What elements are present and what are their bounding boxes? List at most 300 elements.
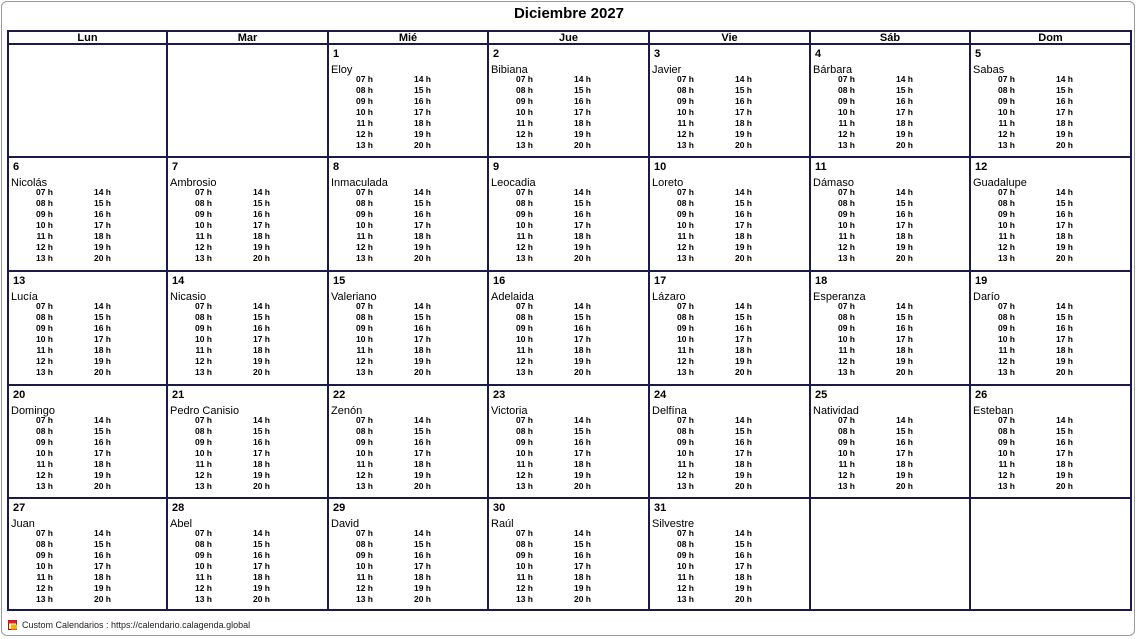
saint-name: Zenón — [331, 405, 363, 417]
day-cell[interactable] — [650, 272, 811, 386]
hour-label: 20 h — [413, 253, 431, 263]
hour-label: 09 h — [515, 437, 533, 447]
hour-label: 14 h — [413, 301, 431, 311]
hour-label: 08 h — [515, 539, 533, 549]
hour-column — [186, 301, 212, 378]
hour-label: 07 h — [997, 187, 1015, 197]
day-cell[interactable] — [329, 272, 489, 386]
hour-label: 18 h — [734, 231, 752, 241]
hour-label: 19 h — [573, 583, 591, 593]
hour-label: 08 h — [355, 85, 373, 95]
day-cell[interactable] — [650, 45, 811, 158]
hour-label: 12 h — [676, 356, 694, 366]
hour-label: 07 h — [997, 415, 1015, 425]
hour-label: 13 h — [676, 253, 694, 263]
hour-label: 15 h — [93, 312, 111, 322]
hour-label: 10 h — [35, 448, 53, 458]
hour-label: 11 h — [356, 118, 373, 128]
day-cell[interactable] — [489, 386, 650, 499]
hour-column — [27, 528, 53, 605]
day-number: 23 — [493, 389, 506, 401]
hour-label: 14 h — [734, 301, 752, 311]
hour-label: 18 h — [734, 459, 752, 469]
hour-label: 12 h — [355, 356, 373, 366]
hour-label: 12 h — [515, 242, 533, 252]
hour-label: 11 h — [516, 572, 533, 582]
day-cell[interactable] — [811, 45, 971, 158]
hour-label: 12 h — [837, 129, 855, 139]
day-cell[interactable] — [811, 386, 971, 499]
hour-label: 15 h — [252, 539, 270, 549]
saint-name: Silvestre — [652, 518, 695, 530]
saint-name: Leocadia — [491, 177, 536, 189]
hour-label: 10 h — [355, 107, 373, 117]
day-cell[interactable] — [7, 272, 168, 386]
hour-label: 17 h — [1055, 220, 1073, 230]
hour-label: 16 h — [413, 550, 431, 560]
day-cell[interactable] — [168, 386, 329, 499]
hour-label: 16 h — [573, 96, 591, 106]
day-number: 31 — [654, 502, 667, 514]
hour-label: 12 h — [355, 242, 373, 252]
hour-label: 11 h — [677, 459, 694, 469]
hour-label: 08 h — [355, 198, 373, 208]
hour-label: 15 h — [413, 539, 431, 549]
saint-name: Bibiana — [491, 64, 528, 76]
hour-label: 14 h — [252, 528, 270, 538]
hour-label: 14 h — [895, 301, 913, 311]
hour-label: 11 h — [356, 572, 373, 582]
day-cell[interactable] — [168, 272, 329, 386]
hour-label: 13 h — [35, 367, 53, 377]
hour-label: 09 h — [194, 209, 212, 219]
hour-label: 14 h — [252, 415, 270, 425]
day-cell[interactable] — [650, 499, 811, 611]
day-number: 1 — [333, 48, 340, 60]
hour-label: 20 h — [252, 253, 270, 263]
hour-label: 10 h — [676, 561, 694, 571]
hour-label: 18 h — [573, 572, 591, 582]
hour-column — [565, 415, 591, 492]
hour-label: 08 h — [515, 198, 533, 208]
hour-label: 20 h — [413, 594, 431, 604]
footer-text[interactable]: Custom Calendarios : https://calendario.calagenda.global — [22, 619, 251, 630]
hour-label: 07 h — [194, 187, 212, 197]
saint-name: Bárbara — [813, 64, 853, 76]
hour-label: 13 h — [355, 481, 373, 491]
hour-label: 13 h — [515, 367, 533, 377]
hour-label: 18 h — [734, 345, 752, 355]
hour-label: 15 h — [413, 85, 431, 95]
hour-label: 19 h — [734, 356, 752, 366]
hour-label: 11 h — [356, 459, 373, 469]
hour-label: 13 h — [355, 140, 373, 150]
hour-label: 07 h — [515, 415, 533, 425]
hour-label: 12 h — [837, 470, 855, 480]
hour-column — [887, 74, 913, 151]
hour-column — [347, 187, 373, 264]
hour-column — [244, 187, 270, 264]
hour-label: 17 h — [413, 107, 431, 117]
day-cell[interactable] — [971, 45, 1132, 158]
hour-label: 09 h — [355, 437, 373, 447]
hour-column — [85, 187, 111, 264]
hour-label: 19 h — [413, 470, 431, 480]
day-cell[interactable] — [971, 272, 1132, 386]
hour-column — [405, 301, 431, 378]
hour-column — [726, 415, 752, 492]
hour-label: 13 h — [997, 481, 1015, 491]
saint-name: Victoria — [491, 405, 528, 417]
day-cell[interactable] — [329, 45, 489, 158]
day-cell[interactable] — [650, 386, 811, 499]
hour-column — [726, 301, 752, 378]
hour-label: 20 h — [252, 367, 270, 377]
hour-label: 13 h — [837, 367, 855, 377]
hour-label: 19 h — [1055, 356, 1073, 366]
hour-label: 14 h — [734, 187, 752, 197]
hour-label: 20 h — [1055, 367, 1073, 377]
hour-label: 12 h — [515, 356, 533, 366]
hour-label: 09 h — [676, 209, 694, 219]
hour-label: 10 h — [997, 448, 1015, 458]
hour-label: 09 h — [997, 323, 1015, 333]
hour-label: 15 h — [413, 312, 431, 322]
hour-label: 11 h — [516, 345, 533, 355]
hour-label: 13 h — [837, 253, 855, 263]
day-cell[interactable] — [7, 158, 168, 272]
hour-label: 10 h — [355, 220, 373, 230]
hour-label: 14 h — [734, 74, 752, 84]
hour-column — [347, 74, 373, 151]
hour-column — [186, 415, 212, 492]
hour-label: 15 h — [413, 426, 431, 436]
hour-label: 16 h — [573, 323, 591, 333]
hour-label: 20 h — [573, 253, 591, 263]
day-cell[interactable] — [168, 158, 329, 272]
day-cell[interactable] — [168, 499, 329, 611]
hour-column — [405, 74, 431, 151]
hour-column — [1047, 415, 1073, 492]
hour-label: 14 h — [573, 301, 591, 311]
day-cell[interactable] — [329, 158, 489, 272]
hour-label: 11 h — [195, 231, 212, 241]
hour-label: 07 h — [676, 528, 694, 538]
hour-label: 17 h — [734, 561, 752, 571]
saint-name: Pedro Canisio — [170, 405, 240, 417]
hour-label: 15 h — [413, 198, 431, 208]
hour-label: 17 h — [734, 220, 752, 230]
hour-label: 18 h — [93, 231, 111, 241]
hour-label: 18 h — [895, 345, 913, 355]
saint-name: Javier — [652, 64, 682, 76]
hour-column — [726, 528, 752, 605]
hour-label: 16 h — [895, 437, 913, 447]
hour-label: 11 h — [516, 118, 533, 128]
hour-label: 16 h — [734, 323, 752, 333]
hour-label: 10 h — [837, 448, 855, 458]
hour-label: 08 h — [676, 198, 694, 208]
hour-label: 17 h — [252, 448, 270, 458]
day-number: 26 — [975, 389, 988, 401]
hour-label: 18 h — [573, 345, 591, 355]
hour-label: 09 h — [676, 437, 694, 447]
hour-label: 13 h — [355, 367, 373, 377]
hour-label: 11 h — [677, 118, 694, 128]
hour-label: 16 h — [573, 437, 591, 447]
hour-label: 18 h — [413, 231, 431, 241]
hour-label: 10 h — [676, 220, 694, 230]
hour-label: 19 h — [895, 242, 913, 252]
hour-label: 08 h — [837, 198, 855, 208]
hour-label: 11 h — [195, 345, 212, 355]
hour-label: 17 h — [734, 448, 752, 458]
calendar-logo-icon — [8, 619, 18, 630]
day-number: 10 — [654, 161, 667, 173]
hour-label: 19 h — [734, 129, 752, 139]
hour-label: 07 h — [837, 415, 855, 425]
hour-label: 15 h — [573, 198, 591, 208]
hour-label: 20 h — [1055, 481, 1073, 491]
hour-column — [668, 301, 694, 378]
day-number: 18 — [815, 275, 828, 287]
day-cell[interactable] — [7, 499, 168, 611]
hour-label: 11 h — [998, 345, 1015, 355]
hour-label: 10 h — [515, 561, 533, 571]
hour-label: 10 h — [35, 334, 53, 344]
day-number: 13 — [13, 275, 26, 287]
hour-label: 14 h — [1055, 301, 1073, 311]
hour-label: 18 h — [252, 231, 270, 241]
hour-label: 14 h — [1055, 415, 1073, 425]
hour-column — [668, 187, 694, 264]
hour-label: 08 h — [35, 198, 53, 208]
hour-column — [668, 415, 694, 492]
hour-label: 16 h — [413, 437, 431, 447]
day-number: 14 — [172, 275, 185, 287]
hour-label: 17 h — [93, 561, 111, 571]
hour-label: 12 h — [997, 356, 1015, 366]
weekday-header: Lun — [7, 30, 168, 45]
hour-label: 11 h — [677, 231, 694, 241]
hour-label: 16 h — [734, 209, 752, 219]
hour-label: 13 h — [837, 481, 855, 491]
hour-column — [507, 301, 533, 378]
hour-label: 16 h — [895, 209, 913, 219]
hour-label: 09 h — [515, 96, 533, 106]
hour-label: 15 h — [252, 312, 270, 322]
hour-label: 08 h — [676, 85, 694, 95]
saint-name: Nicasio — [170, 291, 207, 303]
day-cell[interactable] — [971, 158, 1132, 272]
day-cell[interactable] — [7, 386, 168, 499]
hour-label: 12 h — [997, 242, 1015, 252]
hour-label: 12 h — [515, 583, 533, 593]
day-number: 24 — [654, 389, 667, 401]
day-cell[interactable] — [971, 386, 1132, 499]
saint-name: Nicolás — [11, 177, 48, 189]
hour-label: 15 h — [734, 539, 752, 549]
hour-label: 16 h — [1055, 96, 1073, 106]
day-number: 15 — [333, 275, 346, 287]
hour-label: 18 h — [1055, 118, 1073, 128]
day-number: 12 — [975, 161, 988, 173]
hour-column — [565, 528, 591, 605]
hour-label: 14 h — [252, 301, 270, 311]
day-cell[interactable] — [811, 272, 971, 386]
hour-label: 08 h — [35, 539, 53, 549]
hour-label: 18 h — [1055, 231, 1073, 241]
hour-label: 07 h — [355, 187, 373, 197]
hour-label: 17 h — [413, 448, 431, 458]
hour-label: 11 h — [838, 118, 855, 128]
weekday-header: Mié — [329, 30, 489, 45]
hour-label: 14 h — [1055, 187, 1073, 197]
weekday-header: Dom — [971, 30, 1132, 45]
empty-day-cell — [168, 45, 329, 158]
hour-column — [668, 74, 694, 151]
hour-label: 10 h — [997, 334, 1015, 344]
hour-label: 16 h — [252, 550, 270, 560]
hour-label: 15 h — [573, 85, 591, 95]
saint-name: Lázaro — [652, 291, 686, 303]
saint-name: David — [331, 518, 360, 530]
hour-label: 15 h — [1055, 426, 1073, 436]
hour-label: 19 h — [573, 129, 591, 139]
hour-label: 17 h — [413, 334, 431, 344]
hour-label: 09 h — [515, 209, 533, 219]
hour-label: 20 h — [573, 140, 591, 150]
day-number: 5 — [975, 48, 982, 60]
day-number: 20 — [13, 389, 26, 401]
hour-label: 16 h — [734, 550, 752, 560]
hour-label: 14 h — [573, 528, 591, 538]
hour-label: 12 h — [837, 242, 855, 252]
hour-label: 16 h — [93, 209, 111, 219]
hour-label: 09 h — [35, 437, 53, 447]
hour-label: 18 h — [413, 118, 431, 128]
day-cell[interactable] — [650, 158, 811, 272]
hour-label: 07 h — [355, 301, 373, 311]
hour-label: 12 h — [676, 129, 694, 139]
hour-label: 13 h — [515, 481, 533, 491]
hour-label: 09 h — [35, 209, 53, 219]
hour-label: 17 h — [93, 448, 111, 458]
hour-label: 09 h — [515, 323, 533, 333]
hour-label: 19 h — [252, 583, 270, 593]
hour-label: 19 h — [93, 583, 111, 593]
hour-label: 14 h — [573, 415, 591, 425]
saint-name: Domingo — [11, 405, 56, 417]
hour-label: 18 h — [573, 231, 591, 241]
day-number: 11 — [815, 161, 827, 173]
hour-label: 08 h — [194, 312, 212, 322]
hour-column — [829, 74, 855, 151]
hour-label: 07 h — [837, 301, 855, 311]
hour-label: 12 h — [676, 242, 694, 252]
hour-label: 19 h — [413, 356, 431, 366]
hour-label: 20 h — [895, 481, 913, 491]
day-cell[interactable] — [489, 158, 650, 272]
hour-label: 07 h — [997, 74, 1015, 84]
day-cell[interactable] — [489, 272, 650, 386]
hour-label: 15 h — [252, 426, 270, 436]
hour-label: 07 h — [35, 528, 53, 538]
hour-label: 14 h — [93, 187, 111, 197]
day-cell[interactable] — [329, 386, 489, 499]
hour-column — [565, 187, 591, 264]
day-cell[interactable] — [811, 158, 971, 272]
hour-label: 09 h — [35, 550, 53, 560]
hour-label: 19 h — [252, 470, 270, 480]
saint-name: Eloy — [331, 64, 353, 76]
hour-label: 11 h — [998, 459, 1015, 469]
day-number: 9 — [493, 161, 500, 173]
hour-label: 16 h — [734, 437, 752, 447]
saint-name: Natividad — [813, 405, 859, 417]
hour-label: 16 h — [1055, 209, 1073, 219]
hour-label: 08 h — [515, 426, 533, 436]
hour-label: 20 h — [413, 140, 431, 150]
day-cell[interactable] — [489, 499, 650, 611]
day-cell[interactable] — [489, 45, 650, 158]
hour-label: 15 h — [1055, 85, 1073, 95]
hour-label: 17 h — [1055, 448, 1073, 458]
hour-label: 09 h — [355, 323, 373, 333]
hour-column — [565, 301, 591, 378]
hour-label: 15 h — [1055, 198, 1073, 208]
hour-label: 09 h — [676, 96, 694, 106]
saint-name: Raúl — [491, 518, 514, 530]
hour-label: 15 h — [93, 198, 111, 208]
hour-label: 16 h — [93, 323, 111, 333]
hour-label: 19 h — [573, 242, 591, 252]
hour-label: 19 h — [1055, 470, 1073, 480]
hour-label: 09 h — [997, 209, 1015, 219]
hour-label: 17 h — [93, 220, 111, 230]
hour-label: 18 h — [895, 118, 913, 128]
day-cell[interactable] — [329, 499, 489, 611]
hour-label: 18 h — [895, 459, 913, 469]
hour-label: 19 h — [1055, 129, 1073, 139]
hour-label: 17 h — [895, 220, 913, 230]
hour-label: 18 h — [895, 231, 913, 241]
hour-label: 08 h — [997, 426, 1015, 436]
hour-column — [989, 187, 1015, 264]
hour-label: 11 h — [36, 459, 53, 469]
hour-column — [565, 74, 591, 151]
hour-label: 13 h — [676, 140, 694, 150]
hour-label: 14 h — [413, 528, 431, 538]
hour-label: 09 h — [676, 550, 694, 560]
saint-name: Esperanza — [813, 291, 866, 303]
hour-label: 16 h — [895, 323, 913, 333]
hour-column — [887, 415, 913, 492]
hour-label: 08 h — [515, 85, 533, 95]
hour-label: 10 h — [515, 334, 533, 344]
hour-label: 11 h — [516, 231, 533, 241]
hour-label: 15 h — [573, 426, 591, 436]
hour-label: 13 h — [194, 594, 212, 604]
day-number: 4 — [815, 48, 822, 60]
hour-label: 10 h — [515, 220, 533, 230]
saint-name: Lucía — [11, 291, 38, 303]
hour-label: 16 h — [413, 323, 431, 333]
hour-label: 18 h — [93, 572, 111, 582]
hour-label: 10 h — [194, 334, 212, 344]
hour-label: 12 h — [35, 242, 53, 252]
hour-label: 13 h — [515, 594, 533, 604]
